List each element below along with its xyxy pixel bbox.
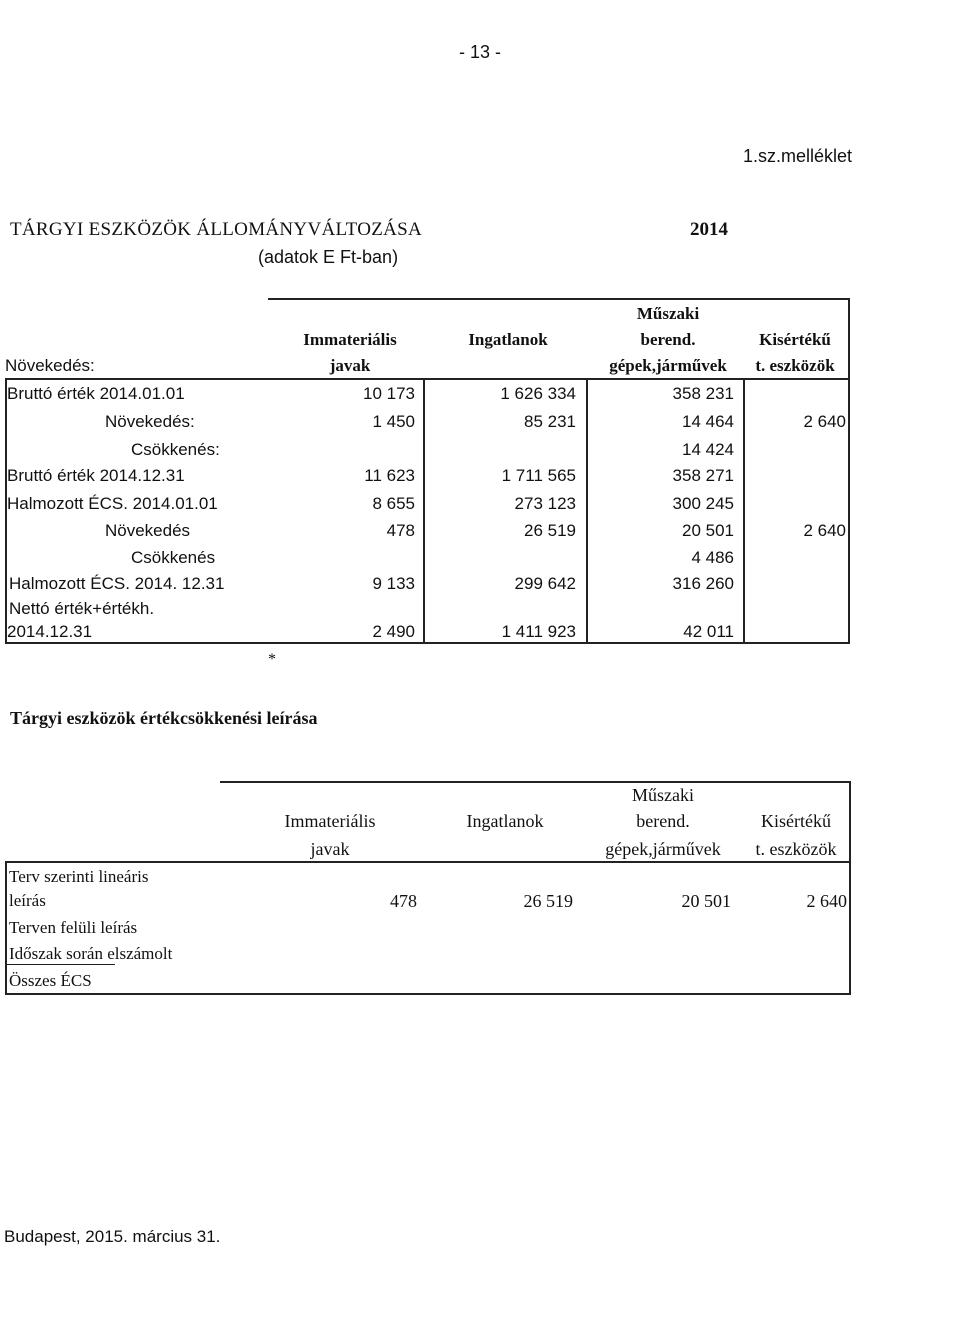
cell-value: 2 640 (803, 521, 846, 540)
cell-value: 20 501 (682, 521, 734, 540)
row-label: Bruttó érték 2014.01.01 (7, 384, 185, 403)
cell-value: 2 640 (803, 412, 846, 431)
header-divider (5, 378, 850, 380)
cell-value: 1 626 334 (500, 384, 576, 403)
header-divider (5, 861, 851, 863)
year-label: 2014 (690, 219, 728, 240)
col-header-intangibles-sub: javak (310, 839, 350, 859)
row-divider (5, 964, 115, 965)
cell-value: 1 450 (372, 412, 415, 431)
col-header-intangibles: Immateriális (284, 811, 376, 831)
cell-value: 2 490 (372, 622, 415, 641)
table-bottom-border (5, 993, 851, 995)
cell-value: 478 (386, 521, 415, 540)
cell-value: 9 133 (372, 574, 415, 593)
cell-value: 10 173 (363, 384, 415, 403)
cell-value: 85 231 (524, 412, 576, 431)
row-label-continued: leírás (9, 891, 46, 910)
cell-value: 1 711 565 (501, 466, 576, 485)
cell-value: 20 501 (681, 891, 731, 911)
corner-label: Növekedés: (5, 356, 95, 375)
row-label: Terven felüli leírás (9, 918, 138, 937)
row-label: Időszak során elszámolt (9, 944, 173, 963)
cell-value: 14 424 (682, 440, 734, 459)
annex-label: 1.sz.melléklet (742, 146, 852, 166)
cell-value: 26 519 (524, 521, 576, 540)
cell-value: 11 623 (364, 466, 415, 485)
row-label: Halmozott ÉCS. 2014. 12.31 (9, 574, 225, 593)
cell-value: 4 486 (691, 548, 734, 567)
row-label: Csökkenés (131, 548, 216, 567)
col-header-machinery-sub: gépek,járművek (605, 839, 721, 859)
page-title: TÁRGYI ESZKÖZÖK ÁLLOMÁNYVÁLTOZÁSA (10, 219, 423, 240)
row-label: Nettó érték+értékh. (9, 599, 155, 618)
col-header-real-estate: Ingatlanok (466, 811, 544, 831)
cell-value: 1 411 923 (501, 622, 576, 641)
row-label: Csökkenés: (131, 440, 220, 459)
cell-value: 299 642 (514, 574, 576, 593)
cell-value: 358 271 (672, 466, 734, 485)
cell-value: 316 260 (672, 574, 734, 593)
row-label-continued: 2014.12.31 (7, 622, 93, 641)
footer-date: Budapest, 2015. március 31. (4, 1227, 221, 1246)
col-header-machinery-top: Műszaki (636, 304, 700, 323)
cell-value: 42 011 (683, 622, 734, 641)
col-header-machinery: berend. (640, 330, 696, 349)
row-label: Növekedés (105, 521, 191, 540)
section-title: Tárgyi eszközök értékcsökkenési leírása (10, 708, 318, 728)
cell-value: 300 245 (672, 494, 734, 513)
page-number: - 13 - (458, 42, 501, 62)
cell-value: 14 464 (682, 412, 734, 431)
row-label: Növekedés: (105, 412, 195, 431)
col-header-real-estate: Ingatlanok (468, 330, 548, 349)
cell-value: 8 655 (372, 494, 415, 513)
col-header-low-value-sub: t. eszközök (755, 356, 835, 375)
table-right-border (849, 781, 851, 995)
subtitle: (adatok E Ft-ban) (258, 247, 399, 267)
col-header-low-value: Kisértékű (759, 330, 831, 349)
row-label: Terv szerinti lineáris (9, 867, 149, 886)
footnote-mark: * (268, 651, 276, 668)
cell-value: 273 123 (514, 494, 576, 513)
col-header-intangibles-sub: javak (329, 356, 371, 375)
depreciation-table (5, 781, 851, 995)
row-label: Összes ÉCS (9, 971, 92, 990)
col-header-low-value: Kisértékű (761, 811, 831, 831)
cell-value: 26 519 (523, 891, 573, 911)
asset-change-table (5, 298, 850, 644)
table-top-border (220, 781, 851, 783)
cell-value: 478 (390, 891, 417, 911)
cell-value: 2 640 (806, 891, 847, 911)
row-label: Halmozott ÉCS. 2014.01.01 (7, 494, 218, 513)
col-header-machinery-sub: gépek,járművek (609, 356, 727, 375)
col-header-low-value-sub: t. eszközök (755, 839, 837, 859)
col-header-intangibles: Immateriális (303, 330, 397, 349)
cell-value: 358 231 (672, 384, 734, 403)
row-label: Bruttó érték 2014.12.31 (7, 466, 185, 485)
table-left-border (5, 861, 7, 995)
col-header-machinery-top: Műszaki (632, 785, 694, 805)
col-header-machinery: berend. (636, 811, 690, 831)
